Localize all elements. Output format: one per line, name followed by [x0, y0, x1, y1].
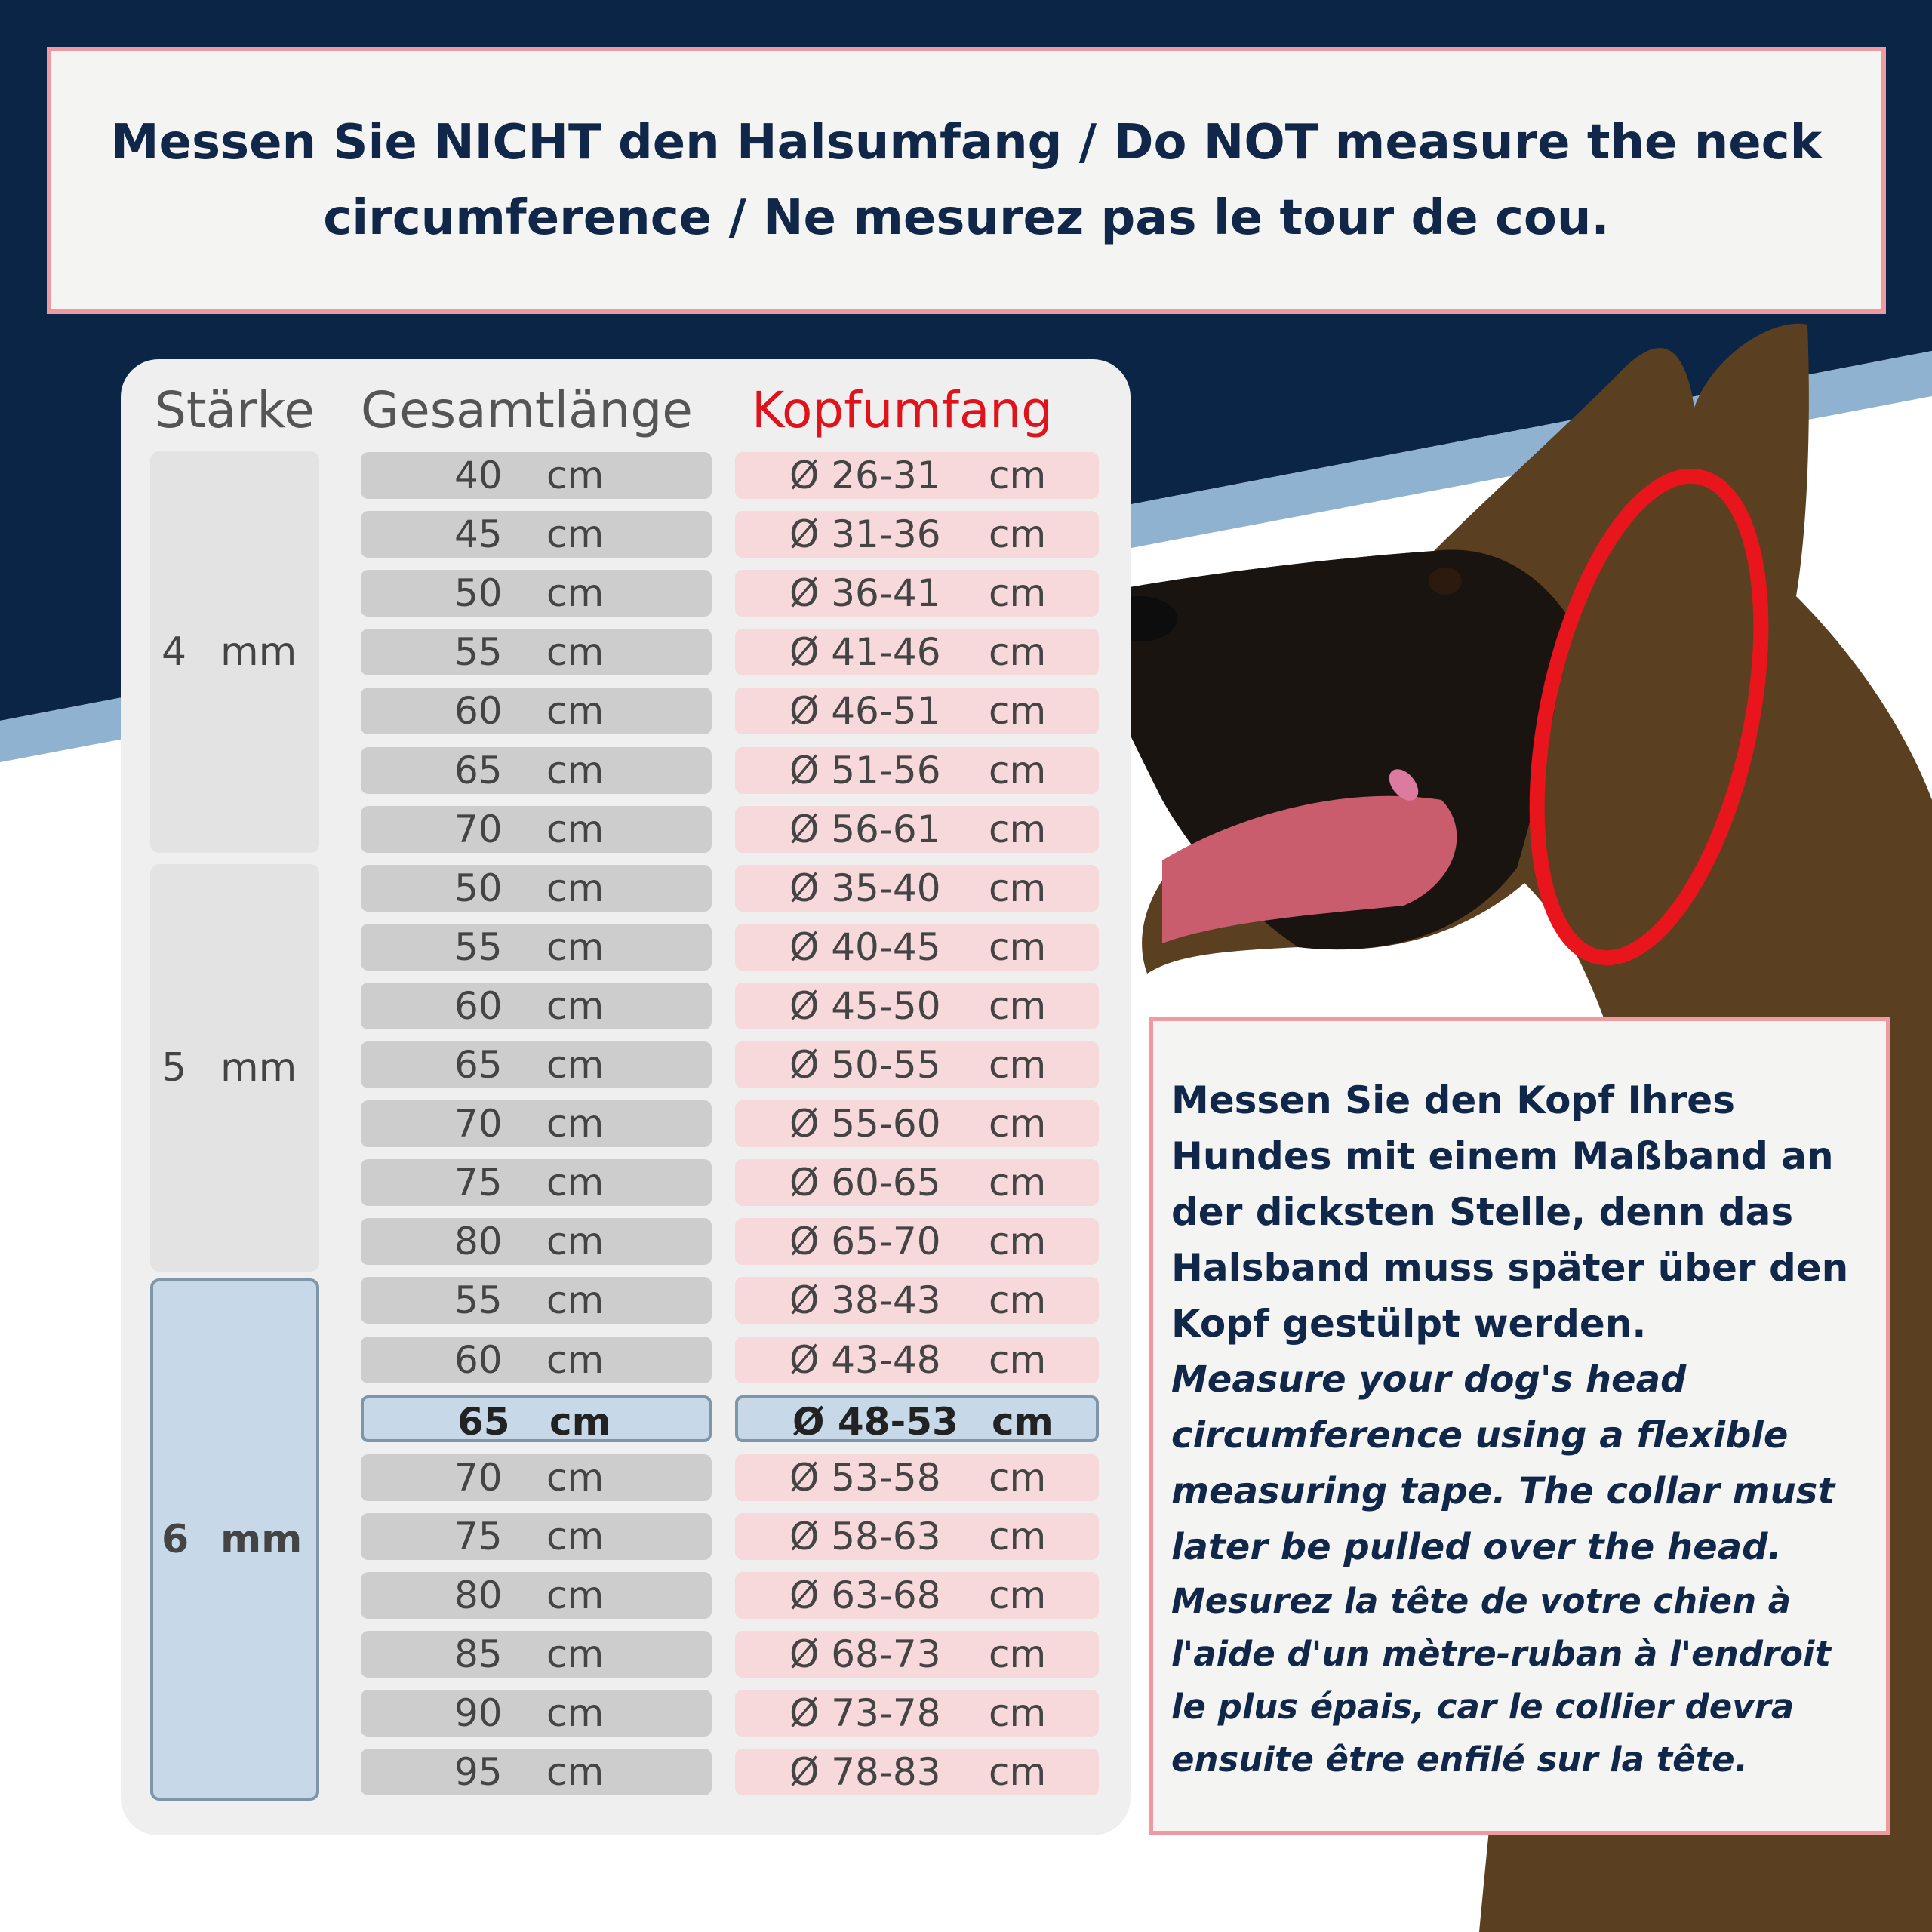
- banner-text: Messen Sie NICHT den Halsumfang / Do NOT measure the neck circumference / Ne mesurez pas le tour de cou.: [110, 115, 1823, 246]
- unit-label: cm: [546, 1220, 605, 1263]
- unit-label: cm: [546, 984, 605, 1028]
- length-value: 60: [454, 689, 503, 733]
- instructions-de: Messen Sie den Kopf Ihres Hundes mit einem Maßband an der dicksten Stelle, denn das Halsband muss später über den Kopf gestülpt werden.: [1171, 1078, 1849, 1346]
- unit-label: cm: [546, 1515, 605, 1558]
- length-cell: [361, 688, 712, 734]
- length-value: 75: [454, 1161, 503, 1204]
- length-cell: [361, 1337, 712, 1383]
- circumference-cell: [735, 1277, 1099, 1324]
- circumference-value: Ø 73-78: [789, 1691, 941, 1735]
- length-value: 55: [454, 1278, 503, 1322]
- length-cell: [361, 1690, 712, 1737]
- length-value: 65: [457, 1400, 510, 1444]
- length-value: 50: [454, 866, 503, 910]
- circumference-cell: [735, 1041, 1099, 1088]
- length-value: 70: [454, 1456, 503, 1500]
- length-cell: [361, 1041, 712, 1088]
- length-value: 50: [454, 571, 503, 615]
- unit-label: cm: [546, 925, 605, 969]
- circumference-cell[interactable]: [735, 1395, 1099, 1442]
- circumference-value: Ø 56-61: [789, 808, 941, 851]
- circumference-value: Ø 65-70: [789, 1220, 941, 1263]
- unit-label: cm: [989, 749, 1047, 792]
- strength-group-5mm: [150, 864, 319, 1272]
- circumference-cell: [735, 1749, 1099, 1795]
- circumference-value: Ø 68-73: [789, 1632, 941, 1676]
- unit-label: cm: [546, 1456, 605, 1500]
- strength-value: 5: [162, 1045, 187, 1091]
- length-value: 95: [454, 1750, 503, 1794]
- unit-label: cm: [989, 1161, 1047, 1204]
- circumference-cell: [735, 865, 1099, 912]
- length-cell[interactable]: [361, 1395, 712, 1442]
- circumference-cell: [735, 806, 1099, 853]
- unit-label: cm: [989, 1691, 1047, 1735]
- length-cell: [361, 983, 712, 1029]
- unit-label: cm: [989, 1456, 1047, 1500]
- unit-label: cm: [989, 1278, 1047, 1322]
- unit-label: cm: [546, 512, 605, 556]
- length-value: 80: [454, 1220, 503, 1263]
- unit-label: cm: [989, 1515, 1047, 1558]
- circumference-cell: [735, 747, 1099, 794]
- circumference-cell: [735, 629, 1099, 675]
- circumference-cell: [735, 1690, 1099, 1737]
- unit-label: cm: [989, 689, 1047, 733]
- circumference-value: Ø 36-41: [789, 571, 941, 615]
- length-cell: [361, 806, 712, 853]
- strength-value: 4: [162, 629, 187, 675]
- unit-label: cm: [989, 1102, 1047, 1146]
- circumference-value: Ø 38-43: [789, 1278, 941, 1322]
- length-cell: [361, 1159, 712, 1206]
- length-cell: [361, 1513, 712, 1560]
- length-value: 65: [454, 1043, 503, 1087]
- length-cell: [361, 924, 712, 971]
- length-value: 60: [454, 1338, 503, 1382]
- circumference-value: Ø 31-36: [789, 512, 941, 556]
- unit-label: cm: [546, 1750, 605, 1794]
- unit-label: cm: [546, 689, 605, 733]
- circumference-value: Ø 48-53: [792, 1400, 958, 1444]
- unit-label: cm: [549, 1400, 611, 1444]
- circumference-value: Ø 53-58: [789, 1456, 941, 1500]
- length-value: 70: [454, 1102, 503, 1146]
- circumference-cell: [735, 452, 1099, 499]
- length-value: 80: [454, 1574, 503, 1617]
- unit-label: cm: [546, 1691, 605, 1735]
- unit-label: cm: [546, 808, 605, 851]
- length-value: 65: [454, 749, 503, 792]
- length-cell: [361, 1749, 712, 1795]
- length-value: 45: [454, 512, 503, 556]
- unit-label: cm: [989, 571, 1047, 615]
- unit-label: cm: [546, 630, 605, 674]
- unit-label: cm: [546, 1574, 605, 1617]
- strength-unit: mm: [220, 629, 297, 675]
- unit-label: cm: [546, 1338, 605, 1382]
- length-cell: [361, 629, 712, 675]
- unit-label: cm: [546, 866, 605, 910]
- circumference-value: Ø 45-50: [789, 984, 941, 1028]
- unit-label: cm: [989, 984, 1047, 1028]
- length-value: 85: [454, 1632, 503, 1676]
- length-cell: [361, 452, 712, 499]
- circumference-cell: [735, 1100, 1099, 1147]
- header-circumference: Kopfumfang: [752, 381, 1054, 439]
- instructions-box: [1149, 1017, 1890, 1835]
- unit-label: cm: [989, 512, 1047, 556]
- unit-label: cm: [989, 925, 1047, 969]
- circumference-cell: [735, 983, 1099, 1029]
- length-value: 75: [454, 1515, 503, 1558]
- circumference-cell: [735, 1454, 1099, 1501]
- circumference-cell: [735, 570, 1099, 617]
- strength-group-6mm[interactable]: [150, 1278, 319, 1801]
- unit-label: cm: [546, 1278, 605, 1322]
- circumference-value: Ø 43-48: [789, 1338, 941, 1382]
- circumference-value: Ø 50-55: [789, 1043, 941, 1087]
- circumference-value: Ø 60-65: [789, 1161, 941, 1204]
- length-value: 55: [454, 630, 503, 674]
- circumference-value: Ø 63-68: [789, 1574, 941, 1617]
- unit-label: cm: [546, 571, 605, 615]
- circumference-value: Ø 58-63: [789, 1515, 941, 1558]
- circumference-cell: [735, 688, 1099, 734]
- header-strength: Stärke: [155, 381, 315, 439]
- unit-label: cm: [989, 454, 1047, 497]
- unit-label: cm: [989, 630, 1047, 674]
- unit-label: cm: [989, 808, 1047, 851]
- circumference-value: Ø 40-45: [789, 925, 941, 969]
- length-cell: [361, 1277, 712, 1324]
- unit-label: cm: [989, 866, 1047, 910]
- length-value: 90: [454, 1691, 503, 1735]
- instructions-en: Measure your dog's head circumference using a flexible measuring tape. The collar must later be pulled over the head.: [1171, 1358, 1835, 1568]
- length-cell: [361, 1631, 712, 1678]
- circumference-value: Ø 35-40: [789, 866, 941, 910]
- circumference-value: Ø 26-31: [789, 454, 941, 497]
- unit-label: cm: [546, 749, 605, 792]
- circumference-cell: [735, 1337, 1099, 1383]
- circumference-value: Ø 41-46: [789, 630, 941, 674]
- unit-label: cm: [546, 1102, 605, 1146]
- unit-label: cm: [989, 1043, 1047, 1087]
- strength-value: 6: [162, 1517, 189, 1562]
- unit-label: cm: [989, 1750, 1047, 1794]
- circumference-cell: [735, 1572, 1099, 1619]
- unit-label: cm: [546, 1632, 605, 1676]
- circumference-cell: [735, 511, 1099, 558]
- length-value: 60: [454, 984, 503, 1028]
- length-cell: [361, 865, 712, 912]
- circumference-cell: [735, 1218, 1099, 1265]
- unit-label: cm: [546, 454, 605, 497]
- circumference-value: Ø 78-83: [789, 1750, 941, 1794]
- strength-unit: mm: [220, 1517, 303, 1562]
- circumference-cell: [735, 1631, 1099, 1678]
- unit-label: cm: [989, 1632, 1047, 1676]
- circumference-value: Ø 51-56: [789, 749, 941, 792]
- length-cell: [361, 511, 712, 558]
- warning-banner: [47, 47, 1886, 314]
- circumference-cell: [735, 1513, 1099, 1560]
- circumference-value: Ø 55-60: [789, 1102, 941, 1146]
- length-cell: [361, 1572, 712, 1619]
- length-value: 40: [454, 454, 503, 497]
- unit-label: cm: [546, 1043, 605, 1087]
- length-cell: [361, 747, 712, 794]
- unit-label: cm: [546, 1161, 605, 1204]
- instructions-fr: Mesurez la tête de votre chien à l'aide d'un mètre-ruban à l'endroit le plus épais, car le collier devra ensuite être enfilé sur la tête.: [1171, 1581, 1831, 1780]
- length-value: 70: [454, 808, 503, 851]
- strength-group-4mm: [150, 451, 319, 853]
- unit-label: cm: [989, 1338, 1047, 1382]
- length-cell: [361, 1454, 712, 1501]
- unit-label: cm: [989, 1574, 1047, 1617]
- length-cell: [361, 570, 712, 617]
- circumference-value: Ø 46-51: [789, 689, 941, 733]
- length-cell: [361, 1218, 712, 1265]
- unit-label: cm: [992, 1400, 1054, 1444]
- length-value: 55: [454, 925, 503, 969]
- length-cell: [361, 1100, 712, 1147]
- circumference-cell: [735, 924, 1099, 971]
- header-length: Gesamtlänge: [361, 381, 693, 439]
- unit-label: cm: [989, 1220, 1047, 1263]
- strength-unit: mm: [220, 1045, 297, 1091]
- circumference-cell: [735, 1159, 1099, 1206]
